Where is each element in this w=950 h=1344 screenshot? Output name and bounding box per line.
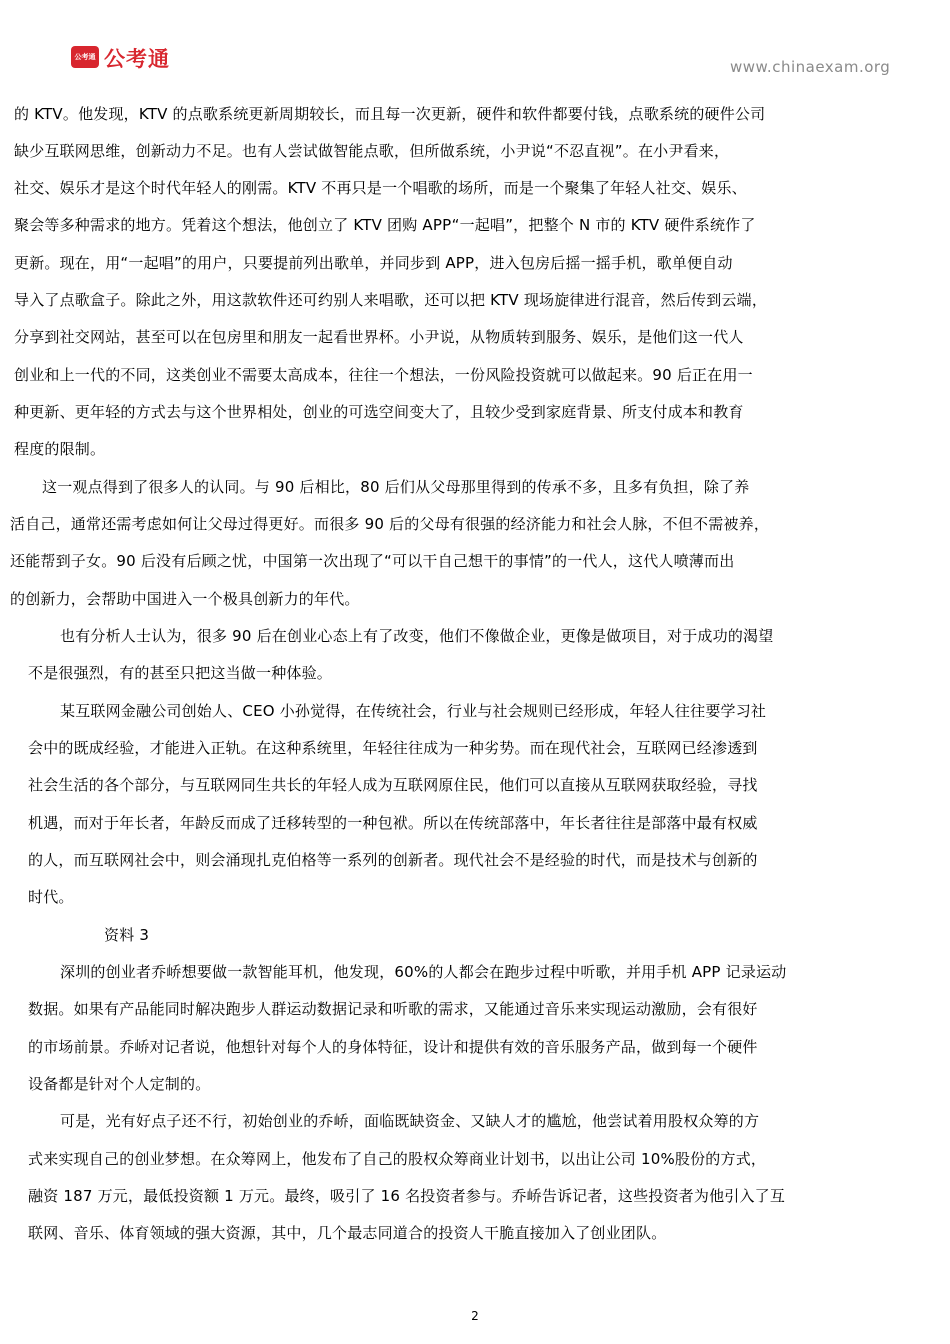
logo-text: 公考通 <box>104 47 170 71</box>
page-number: 2 <box>471 1309 479 1323</box>
text-line: 社会生活的各个部分，与互联网同生共长的年轻人成为互联网原住民，他们可以直接从互联网获取经验，寻找 <box>28 776 758 794</box>
text-line: 社交、娱乐才是这个时代年轻人的刚需。KTV 不再只是一个唱歌的场所，而是一个聚集了年轻人社交、娱乐、 <box>14 179 747 197</box>
page-header <box>0 0 950 100</box>
section-heading: 资料 3 <box>104 926 150 944</box>
text-line: 某互联网金融公司创始人、CEO 小孙觉得，在传统社会，行业与社会规则已经形成，年轻人往往要学习社 <box>60 702 767 720</box>
text-line: 分享到社交网站，甚至可以在包房里和朋友一起看世界杯。小尹说，从物质转到服务、娱乐，是他们这一代人 <box>14 328 744 346</box>
text-line: 聚会等多种需求的地方。凭着这个想法，他创立了 KTV 团购 APP“一起唱”，把整个 N 市的 KTV 硬件系统作了 <box>14 216 756 234</box>
text-line: 数据。如果有产品能同时解决跑步人群运动数据记录和听歌的需求，又能通过音乐来实现运动激励，会有很好 <box>28 1000 758 1018</box>
text-line: 联网、音乐、体育领域的强大资源，其中，几个最志同道合的投资人干脆直接加入了创业团队。 <box>28 1224 667 1242</box>
text-line: 更新。现在，用“一起唱”的用户，只要提前列出歌单，并同步到 APP，进入包房后摇一摇手机，歌单便自动 <box>14 254 733 272</box>
text-line: 时代。 <box>28 888 74 906</box>
text-line: 设备都是针对个人定制的。 <box>28 1075 211 1093</box>
text-line: 活自己，通常还需考虑如何让父母过得更好。而很多 90 后的父母有很强的经济能力和社会人脉，不但不需被养， <box>10 515 770 533</box>
text-line: 的 KTV。他发现，KTV 的点歌系统更新周期较长，而且每一次更新，硬件和软件都要付钱，点歌系统的硬件公司 <box>14 105 766 123</box>
text-line: 不是很强烈，有的甚至只把这当做一种体验。 <box>28 664 333 682</box>
text-line: 深圳的创业者乔峤想要做一款智能耳机，他发现，60%的人都会在跑步过程中听歌，并用手机 APP 记录运动 <box>60 963 787 981</box>
text-line: 程度的限制。 <box>14 440 106 458</box>
text-line: 导入了点歌盒子。除此之外，用这款软件还可约别人来唱歌，还可以把 KTV 现场旋律进行混音，然后传到云端， <box>14 291 768 309</box>
text-line: 种更新、更年轻的方式去与这个世界相处，创业的可选空间变大了，且较少受到家庭背景、所支付成本和教育 <box>14 403 744 421</box>
text-line: 缺少互联网思维，创新动力不足。也有人尝试做智能点歌，但所做系统，小尹说“不忍直视”。在小尹看来， <box>14 142 730 160</box>
text-line: 的人，而互联网社会中，则会涌现扎克伯格等一系列的创新者。现代社会不是经验的时代，而是技术与创新的 <box>28 851 758 869</box>
text-line: 创业和上一代的不同，这类创业不需要太高成本，往往一个想法，一份风险投资就可以做起来。90 后正在用一 <box>14 366 753 384</box>
text-line: 还能帮到子女。90 后没有后顾之忧，中国第一次出现了“可以干自己想干的事情”的一代人，这代人喷薄而出 <box>10 552 735 570</box>
text-line: 的市场前景。乔峤对记者说，他想针对每个人的身体特征，设计和提供有效的音乐服务产品，做到每一个硬件 <box>28 1038 758 1056</box>
text-line: 融资 187 万元，最低投资额 1 万元。最终，吸引了 16 名投资者参与。乔峤告诉记者，这些投资者为他引入了互 <box>28 1187 786 1205</box>
site-url: www.chinaexam.org <box>730 58 891 76</box>
logo-icon: 公考通 <box>71 46 99 68</box>
text-line: 也有分析人士认为，很多 90 后在创业心态上有了改变，他们不像做企业，更像是做项目，对于成功的渴望 <box>60 627 774 645</box>
text-line: 机遇，而对于年长者，年龄反而成了迁移转型的一种包袱。所以在传统部落中，年长者往往是部落中最有权威 <box>28 814 758 832</box>
text-line: 的创新力，会帮助中国进入一个极具创新力的年代。 <box>10 590 360 608</box>
text-line: 这一观点得到了很多人的认同。与 90 后相比，80 后们从父母那里得到的传承不多，且多有负担，除了养 <box>42 478 750 496</box>
text-line: 可是，光有好点子还不行，初始创业的乔峤，面临既缺资金、又缺人才的尴尬，他尝试着用股权众筹的方 <box>60 1112 760 1130</box>
text-line: 会中的既成经验，才能进入正轨。在这种系统里，年轻往往成为一种劣势。而在现代社会，互联网已经渗透到 <box>28 739 758 757</box>
text-line: 式来实现自己的创业梦想。在众筹网上，他发布了自己的股权众筹商业计划书，以出让公司 10%股份的方式， <box>28 1150 767 1168</box>
